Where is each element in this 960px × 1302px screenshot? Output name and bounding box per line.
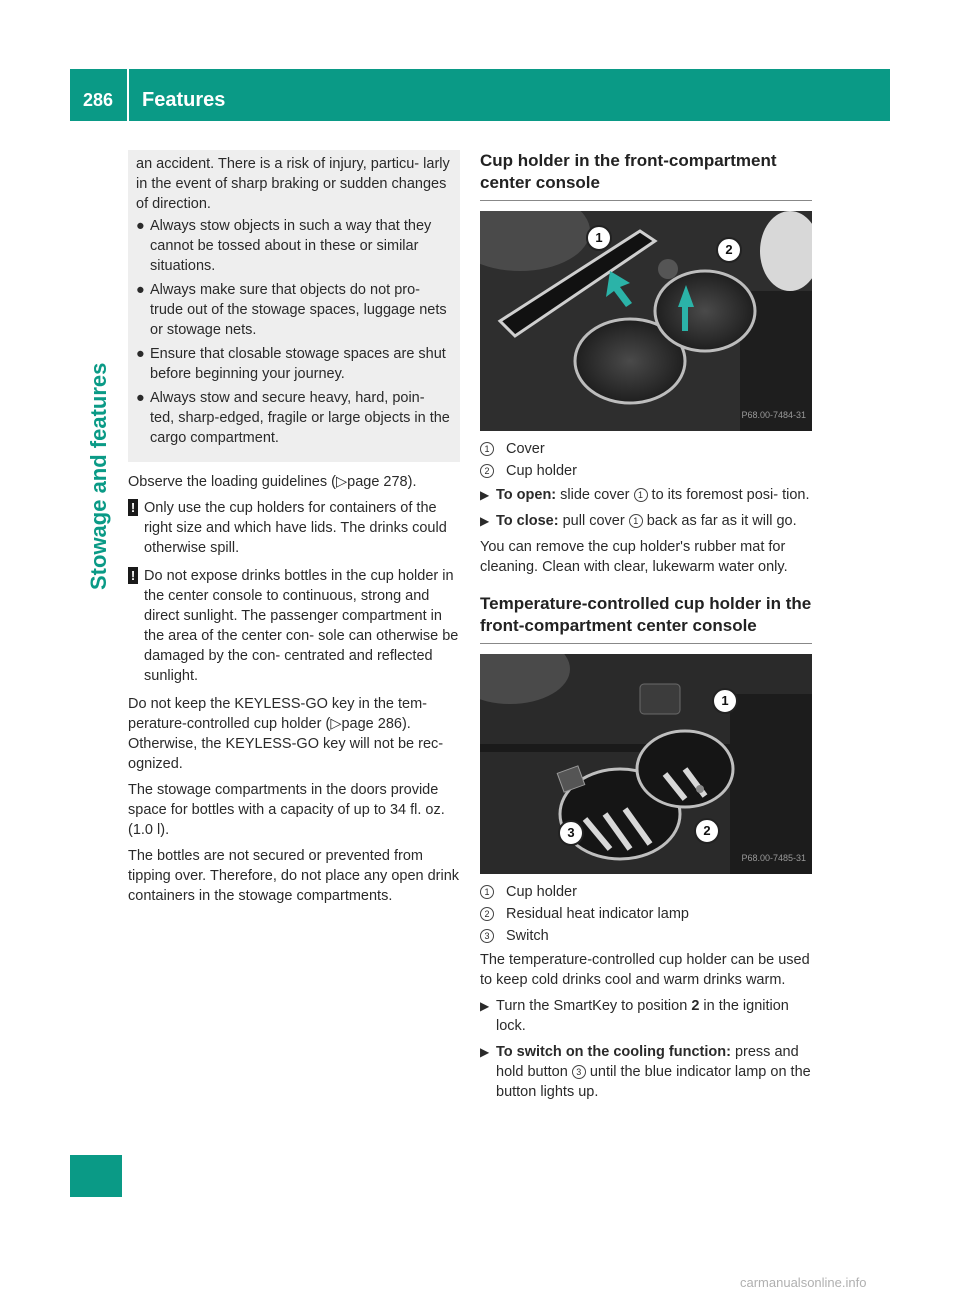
right-column [480, 150, 812, 1108]
callout-2: 2 [694, 818, 720, 844]
list-item [136, 216, 452, 276]
loading-guidelines [128, 472, 460, 492]
text: ). [407, 474, 417, 490]
instruction-step [480, 996, 812, 1036]
number-2-icon: 2 [480, 907, 494, 921]
warning-box [128, 150, 460, 462]
doors-paragraph: The stowage compartments in the doors provide space for bottles with a capacity of up to 34 fl. oz. (1.0 l). [128, 782, 445, 838]
number-1-icon: 1 [480, 885, 494, 899]
page-ref-link[interactable]: page 286 [341, 716, 402, 732]
number-3-icon: 3 [480, 929, 494, 943]
text: in the ignition lock. [496, 998, 789, 1034]
text: to its foremost posi- tion. [651, 487, 810, 503]
note [128, 566, 460, 686]
arrow-right-icon: ▶ [480, 999, 490, 1013]
number-1-icon: 1 [634, 488, 648, 502]
triangle-icon: ▷ [335, 474, 348, 490]
image-code: P68.00-7485-31 [741, 853, 806, 863]
text: slide cover [560, 487, 630, 503]
legend-item [480, 904, 812, 924]
bullet-icon: ● [136, 346, 145, 362]
text: back as far as it will go. [646, 513, 797, 529]
legend-label: Residual heat indicator lamp [506, 906, 689, 922]
cup-holder-illustration [480, 211, 812, 431]
left-column [128, 150, 460, 912]
callout-1: 1 [712, 688, 738, 714]
number-1-icon: 1 [629, 514, 643, 528]
cleaning-paragraph: You can remove the cup holder's rubber mat for cleaning. Clean with clear, lukewarm water only. [480, 539, 788, 575]
arrow-right-icon: ▶ [480, 488, 490, 502]
list-item [136, 280, 452, 340]
callout-3: 3 [558, 820, 584, 846]
arrow-right-icon: ▶ [480, 1045, 490, 1059]
legend [480, 882, 812, 946]
bottles-paragraph: The bottles are not secured or prevented from tipping over. Therefore, do not place any open drink containers in the stowage compartments. [128, 848, 460, 904]
intro-paragraph: The temperature-controlled cup holder can be used to keep cold drinks cool and warm drinks warm. [480, 952, 810, 988]
legend-label: Switch [506, 928, 549, 944]
note-text: Only use the cup holders for containers of the right size and which have lids. The drinks could otherwise spill. [144, 500, 447, 556]
text: Observe the loading guidelines ( [128, 474, 336, 490]
legend-label: Cover [506, 441, 545, 457]
list-item-text: Always stow and secure heavy, hard, poin- ted, sharp-edged, fragile or large objects in the cargo compartment. [150, 390, 450, 446]
page-title: Features [142, 89, 226, 111]
section-tab-marker [70, 1155, 122, 1197]
page-number: 286 [82, 90, 114, 110]
list-item-text: Always stow objects in such a way that they cannot be tossed about in these or similar situations. [150, 218, 432, 274]
text: Do not keep the KEYLESS-GO key in the tem- perature-controlled cup holder ( [128, 696, 428, 732]
section-heading: Cup holder in the front-compartment center console [480, 150, 812, 201]
text: press and hold button [496, 1044, 799, 1080]
site-credit: carmanualsonline.info [740, 1275, 867, 1290]
legend-item [480, 439, 812, 459]
bullet-icon: ● [136, 218, 145, 234]
step-label: To close: [496, 513, 559, 529]
position-number: 2 [691, 998, 700, 1014]
warning-intro: an accident. There is a risk of injury, particu- larly in the event of sharp braking or sudden changes of direction. [136, 156, 450, 212]
callout-2: 2 [716, 237, 742, 263]
list-item-text: Always make sure that objects do not pro- trude out of the stowage spaces, luggage nets or stowage nets. [150, 282, 447, 338]
number-2-icon: 2 [480, 464, 494, 478]
page-ref-link[interactable]: page 278 [347, 474, 408, 490]
arrow-right-icon: ▶ [480, 514, 490, 528]
instruction-step [480, 1042, 812, 1102]
cup-holder-photo [480, 211, 812, 431]
text: Turn the SmartKey to position [496, 998, 688, 1014]
legend-item [480, 461, 812, 481]
section-tab-label: Stowage and features [86, 362, 111, 590]
image-code: P68.00-7484-31 [741, 410, 806, 420]
callout-1: 1 [586, 225, 612, 251]
keyless-paragraph [128, 694, 460, 774]
legend-label: Cup holder [506, 884, 577, 900]
text: ). Otherwise, the KEYLESS-GO key will not be rec- ognized. [128, 716, 444, 772]
step-label: To switch on the cooling function: [496, 1044, 731, 1060]
number-3-icon: 3 [572, 1065, 586, 1079]
exclamation-icon: ! [128, 499, 138, 516]
warning-list [136, 216, 452, 448]
list-item [136, 344, 452, 384]
text: pull cover [562, 513, 625, 529]
legend-item [480, 926, 812, 946]
section-heading: Temperature-controlled cup holder in the front-compartment center console [480, 593, 812, 644]
list-item-text: Ensure that closable stowage spaces are shut before beginning your journey. [150, 346, 446, 382]
page-header [70, 69, 890, 121]
legend-label: Cup holder [506, 463, 577, 479]
instruction-step [480, 511, 812, 531]
number-1-icon: 1 [480, 442, 494, 456]
temp-cup-holder-illustration [480, 654, 812, 874]
note-text: Do not expose drinks bottles in the cup holder in the center console to continuous, strong and direct sunlight. The passenger compartment in the area of the center con- sole can otherwise be damaged by the con- centrated and reflected sunlight. [144, 568, 459, 684]
note [128, 498, 460, 558]
temp-cup-holder-photo [480, 654, 812, 874]
step-label: To open: [496, 487, 557, 503]
bullet-icon: ● [136, 390, 145, 406]
triangle-icon: ▷ [330, 716, 342, 732]
header-divider [127, 69, 129, 121]
legend [480, 439, 812, 481]
bullet-icon: ● [136, 282, 145, 298]
legend-item [480, 882, 812, 902]
list-item [136, 388, 452, 448]
text: until the blue indicator lamp on the button lights up. [496, 1064, 811, 1100]
instruction-step [480, 485, 812, 505]
exclamation-icon: ! [128, 567, 138, 584]
